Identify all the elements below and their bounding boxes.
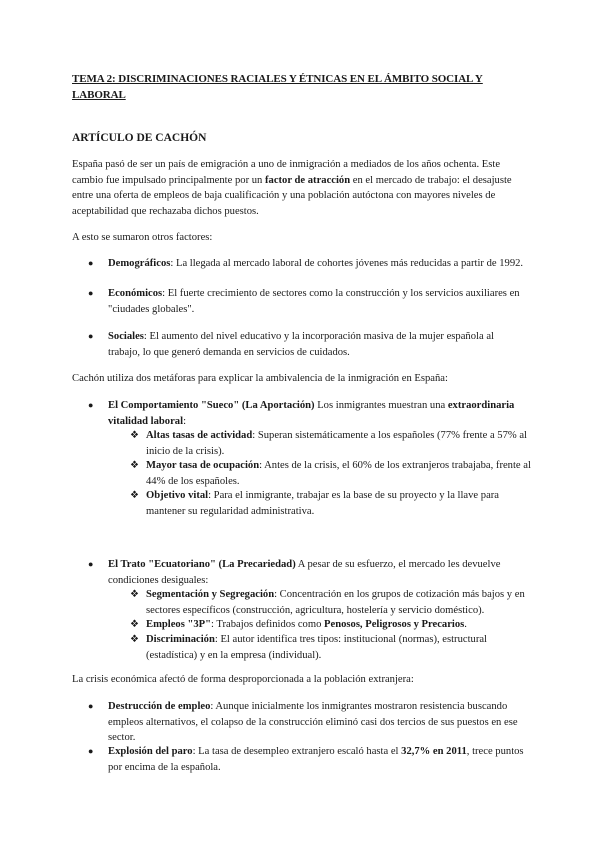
crisis-item-destruccion: Destrucción de empleo: Aunque inicialmente los inmigrantes mostraron resistencia buscando empleos alternativos, el colapso de la construcción eliminó casi dos tercios de sus puestos en ese sector.: [108, 701, 518, 743]
diamond-bullet-icon: ❖: [130, 460, 139, 471]
document-title: TEMA 2: DISCRIMINACIONES RACIALES Y ÉTNICAS EN EL ÁMBITO SOCIAL Y LABORAL: [72, 73, 483, 101]
diamond-bullet-icon: ❖: [130, 634, 139, 645]
sueco-item-objetivo: Objetivo vital: Para el inmigrante, trabajar es la base de su proyecto y la llave para mantener su regularidad administrativa.: [146, 490, 500, 517]
bullet-icon: ●: [88, 746, 94, 756]
sueco-item-ocupacion: Mayor tasa de ocupación: Antes de la crisis, el 60% de los extranjeros trabajaba, frente al 44% de los españoles.: [146, 460, 531, 487]
bullet-icon: ●: [88, 400, 94, 410]
diamond-bullet-icon: ❖: [130, 619, 139, 630]
factors-intro: A esto se sumaron otros factores:: [72, 232, 213, 243]
metaphors-intro: Cachón utiliza dos metáforas para explicar la ambivalencia de la inmigración en España:: [72, 373, 448, 384]
ecuatoriano-item-3p: Empleos "3P": Trabajos definidos como Penosos, Peligrosos y Precarios.: [146, 619, 467, 630]
crisis-intro: La crisis económica afectó de forma desproporcionada a la población extranjera:: [72, 674, 414, 685]
sueco-item-actividad: Altas tasas de actividad: Superan sistemáticamente a los españoles (77% frente a 57% al inicio de la crisis).: [146, 430, 528, 457]
diamond-bullet-icon: ❖: [130, 490, 139, 501]
section-heading: ARTÍCULO DE CACHÓN: [72, 132, 207, 144]
diamond-bullet-icon: ❖: [130, 589, 139, 600]
intro-paragraph: España pasó de ser un país de emigración a uno de inmigración a mediados de los años ochenta. Este cambio fue impulsado principalmente por un factor de atracción en el mercado de trabajo: el desajuste entre una oferta de empleos de baja cualificación y una población autóctona con mayores niveles de aceptabilidad que rechazaba dichos puestos.: [72, 159, 512, 217]
metaphor-ecuatoriano: El Trato "Ecuatoriano" (La Precariedad) A pesar de su esfuerzo, el mercado les devuelve condiciones desiguales:: [108, 559, 501, 586]
factor-item-economicos: Económicos: El fuerte crecimiento de sectores como la construcción y los servicios auxiliares en "ciudades globales".: [108, 288, 520, 315]
factor-item-sociales: Sociales: El aumento del nivel educativo y la incorporación masiva de la mujer española al trabajo, lo que generó demanda en servicios de cuidados.: [108, 331, 494, 358]
diamond-bullet-icon: ❖: [130, 430, 139, 441]
bullet-icon: ●: [88, 258, 94, 268]
ecuatoriano-item-discriminacion: Discriminación: El autor identifica tres tipos: institucional (normas), estructural (estadística) y en la empresa (individual).: [146, 634, 487, 661]
factor-item-demograficos: Demográficos: La llegada al mercado laboral de cohortes jóvenes más reducidas a partir de 1992.: [108, 258, 524, 269]
metaphor-sueco: El Comportamiento "Sueco" (La Aportación) Los inmigrantes muestran una extraordinaria vitalidad laboral:: [108, 400, 515, 427]
bullet-icon: ●: [88, 559, 94, 569]
bullet-icon: ●: [88, 288, 94, 298]
ecuatoriano-item-segmentacion: Segmentación y Segregación: Concentración en los grupos de cotización más bajos y en sectores específicos (construcción, agricultura, hostelería y servicio doméstico).: [146, 589, 525, 616]
crisis-item-paro: Explosión del paro: La tasa de desempleo extranjero escaló hasta el 32,7% en 2011, trece puntos por encima de la española.: [108, 746, 524, 773]
bullet-icon: ●: [88, 701, 94, 711]
bullet-icon: ●: [88, 331, 94, 341]
